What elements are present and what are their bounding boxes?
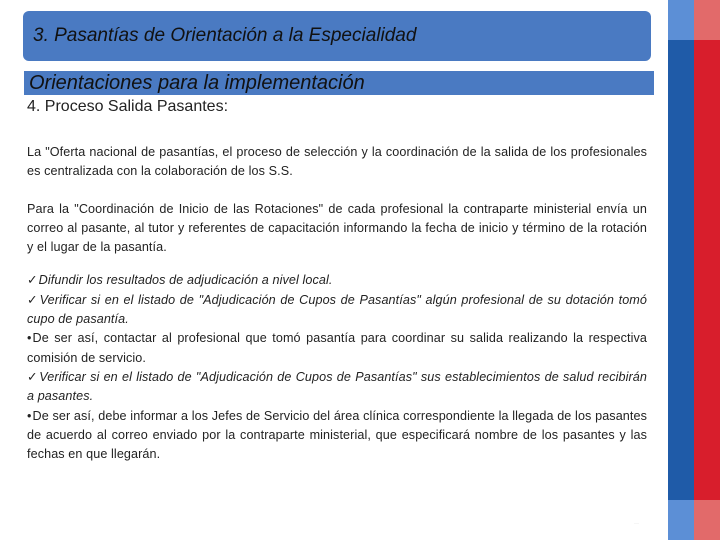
content-body xyxy=(27,143,647,464)
section-heading: 4. Proceso Salida Pasantes: xyxy=(27,98,229,115)
list-item xyxy=(27,329,647,368)
page-subtitle: Orientaciones para la implementación xyxy=(24,71,654,95)
list-item xyxy=(27,271,647,290)
list-item-text: Verificar si en el listado de "Adjudicación de Cupos de Pasantías" algún profesional de su dotación tomó cupo de pasantía. xyxy=(27,292,647,327)
check-icon: ✓ xyxy=(27,273,38,288)
flag-red-top xyxy=(694,0,720,40)
flag-blue-top xyxy=(668,0,694,40)
bullet-icon: • xyxy=(27,331,32,346)
paragraph: La "Oferta nacional de pasantías, el proceso de selección y la coordinación de la salida de los profesionales es centralizada con la colaboración de los S.S. xyxy=(27,145,647,179)
list-item-text: De ser así, debe informar a los Jefes de Servicio del área clínica correspondiente la llegada de los pasantes de acuerdo al correo enviado por la contraparte ministerial, que especificará nombre de los pasantes y las fechas en que llegarán. xyxy=(27,408,647,462)
flag-blue-bottom xyxy=(668,500,694,540)
flag-blue-stripe xyxy=(668,0,694,540)
list-item xyxy=(27,291,647,330)
list-item-text: Verificar si en el listado de "Adjudicación de Cupos de Pasantías" sus establecimientos de salud recibirán a pasantes. xyxy=(27,369,647,404)
list-item-text: De ser así, contactar al profesional que tomó pasantía para coordinar su salida realizando la respectiva comisión de servicio. xyxy=(27,331,647,365)
paragraph: Para la "Coordinación de Inicio de las Rotaciones" de cada profesional la contraparte ministerial envía un correo al pasante, al tutor y referentes de capacitación informando la fecha de inicio y término de la rotación y el lugar de la pasantía. xyxy=(27,201,647,255)
footer-mark: ····· xyxy=(634,521,639,525)
check-icon: ✓ xyxy=(27,369,39,384)
list-item xyxy=(27,407,647,465)
flag-stripes xyxy=(668,0,720,540)
flag-red-stripe xyxy=(694,0,720,540)
list-item-text: Difundir los resultados de adjudicación a nivel local. xyxy=(38,273,333,288)
bullet-icon: • xyxy=(27,408,32,423)
page-title: 3. Pasantías de Orientación a la Especialidad xyxy=(23,11,651,61)
list-item xyxy=(27,368,647,407)
flag-red-bottom xyxy=(694,500,720,540)
check-icon: ✓ xyxy=(27,292,39,307)
